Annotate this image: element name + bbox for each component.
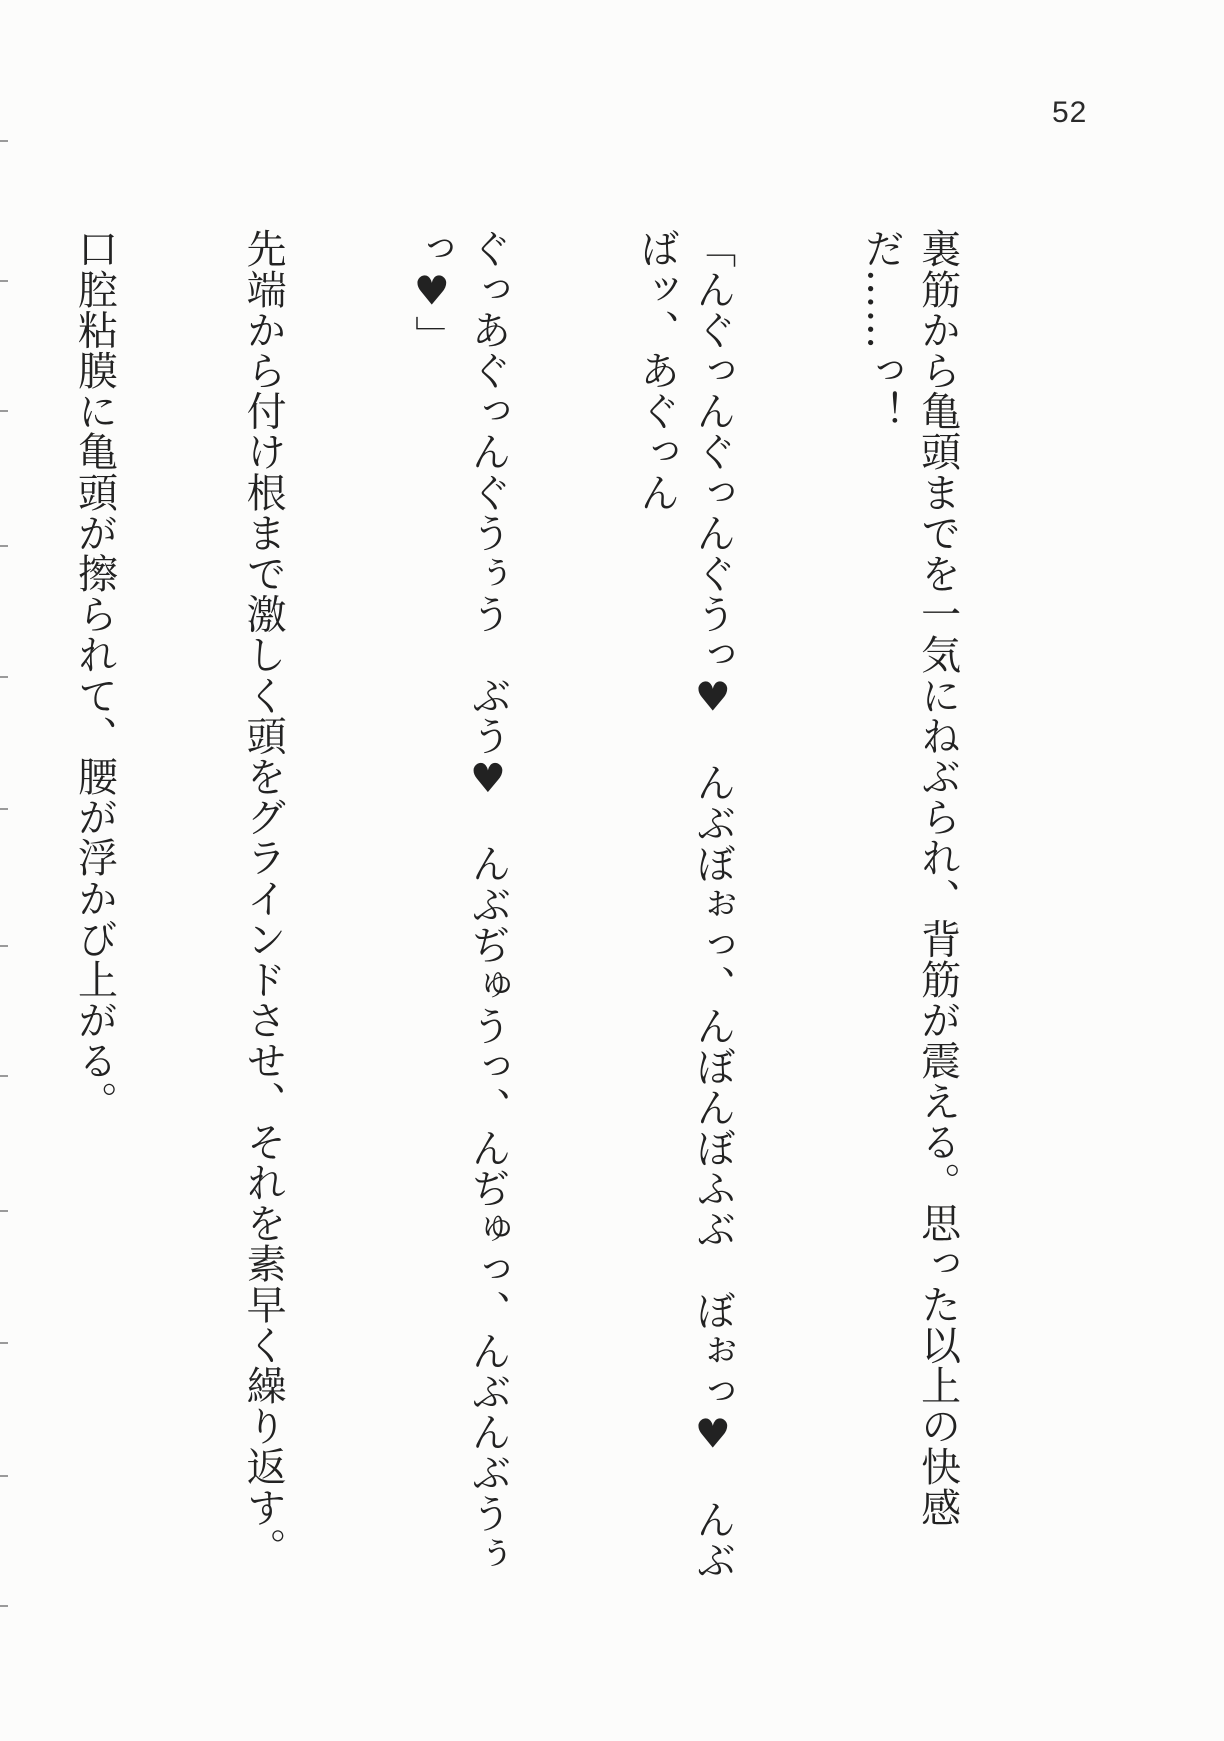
text-line: 先端から付け根まで激しく頭をグラインドさせ、それを素早く繰り返す。: [240, 228, 287, 1568]
text-line: 「んぐっんぐっんぐうっ♥ んぶぼぉっ、んぼんぼふぶ ぼぉっ♥ んぶばッ、あぐっん: [633, 228, 736, 1580]
text-line: ぐっあぐっんぐうぅう ぶう♥ んぶぢゅうっ、んぢゅっ、んぶんぶうぅっ♥」: [408, 228, 511, 1574]
edge-mark: [0, 140, 8, 142]
vertical-text-body: [0, 228, 1078, 1608]
text-line: 裏筋から亀頭までを一気にねぶられ、背筋が震える。思った以上の快感だ……っ！: [858, 228, 961, 1528]
text-line: 口腔粘膜に亀頭が擦られて、腰が浮かび上がる。: [71, 228, 118, 1122]
page-number: 52: [1052, 96, 1088, 129]
